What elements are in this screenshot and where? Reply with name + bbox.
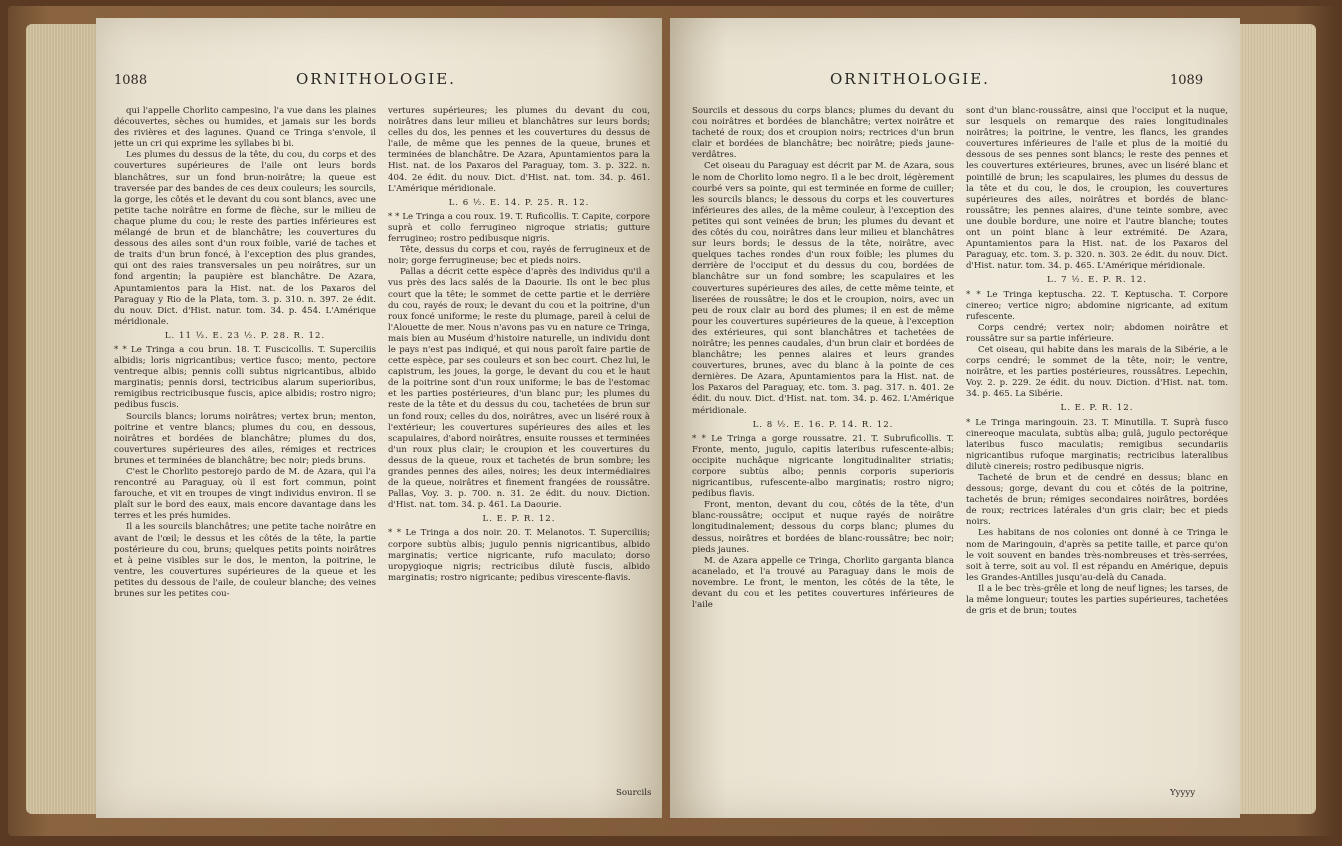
paragraph: Pallas a décrit cette espèce d'après des individus qu'il a vus près des lacs salés de la Daourie. Ils ont le bec plus court que la tête; le sommet de cette partie et le derrière du cou, rayés de roux; le devant du cou et la poitrine, d'un roux foncé uniforme; le reste du plumage, pareil à celui de l'Alouette de mer. Nous n'avons pas vu en nature ce Tringa, mais bien au Muséum d'histoire naturelle, un individu dont le pays n'est pas indiqué, et qui nous paroît faire partie de cette espèce, par ses couleurs et son bec court. Chez lui, le capistrum, les joues, la gorge, le devant du cou et le haut de la poitrine sont d'un roux uniforme; le bas de l'estomac et les parties postérieures, d'un blanc pur; les plumes du reste de la tête et du dessus du cou, tachetées de brun sur un fond roux; celles du dos, noirâtres, avec un liséré roux à l'extérieur; les couvertures supérieures des ailes et les scapulaires, d'abord noirâtres, ensuite rousses et terminées d'un roux plus clair; le croupion et les couvertures du dessus de la queue, roux et tachetés de brun sombre; les grandes pennes des ailes, noires; les deux intermédiaires de la queue, noirâtres et finement frangées de roussâtre. Pallas, Voy. 3. p. 700. n. 31. 2e édit. du nouv. Diction. d'Hist. nat. tom. 34. p. 461. La Daourie. [388,267,650,511]
measurement-line: L. 6 ½. E. 14. P. 25. R. 12. [448,197,590,208]
paragraph: Sourcils et dessous du corps blancs; plumes du devant du cou noirâtres et bordées de blanchâtre; vertex noirâtre et tacheté de roux; dos et croupion noirs; rectrices d'un brun clair et bordées de blanchâtre; bec noirâtre; pieds jaune-verdâtres. [692,106,954,161]
left-running-title: ORNITHOLOGIE. [296,70,456,88]
right-running-title: ORNITHOLOGIE. [830,70,990,88]
paragraph: M. de Azara appelle ce Tringa, Chorlito garganta blanca acanelado, et l'a trouvé au Paraguay dans le mois de novembre. Le front, le menton, les côtés de la tête, le devant du cou et les petites couvertures inférieures de l'aile [692,555,954,611]
paragraph: Il a le bec très-grêle et long de neuf lignes; les tarses, de la même longueur; toutes les parties supérieures, tachetées de gris et de brun; toutes [966,583,1228,617]
paragraph: Front, menton, devant du cou, côtés de la tête, d'un blanc-roussâtre; occiput et nuque rayés de noirâtre longitudinalement; dessous du corps blanc; plumes du dessus, noirâtres et bordées de blanc-roussâtre; bec noir; pieds jaunes. [692,500,954,555]
measurement-line: L. 7 ½. E. P. R. 12. [1046,275,1147,286]
left-column-2 [388,106,650,786]
left-page [96,18,662,818]
paragraph: Sourcils blancs; lorums noirâtres; vertex brun; menton, poitrine et ventre blancs; plumes du cou, en dessous, noirâtres et bordées de blanchâtre; plumes du dos, couvertures supérieures des ailes, rémiges et rectrices brunes et terminées de blanchâtre; bec noir; pieds bruns. [114,411,376,466]
left-column-1 [114,106,376,786]
species-entry-heading: * * Le Tringa a gorge roussatre. 21. T. Subruficollis. T. Fronte, mento, jugulo, capitis lateribus rufescente-albis; occipite nuchâque nigricante longitudinaliter striatis; corpore subtùs albo; pennis corporis superioris nigricantibus, rufescente-albo marginatis; rostro nigro; pedibus flavis. [692,433,954,500]
paragraph: C'est le Chorlito pestorejo pardo de M. de Azara, qui l'a rencontré au Paraguay, où il est fort commun, point farouche, et vit en troupes de vingt individus environ. Il se plaît sur le bord des eaux, mais encore davantage dans les terres et les prés humides. [114,467,376,522]
measurement-line: L. E. P. R. 12. [1060,403,1134,414]
paragraph: Il a les sourcils blanchâtres; une petite tache noirâtre en avant de l'œil; le dessus et les côtés de la tête, la partie postérieure du cou, bruns; quelques petits points noirâtres et à peine visibles sur le dos, le menton, la poitrine, le ventre, les couvertures supérieures de la queue et les petites du dessous de l'aile, de couleur blanche; des veines brunes sur les petites cou- [114,522,376,600]
measurement-line: L. E. P. R. 12. [482,514,556,525]
species-entry-heading: * Le Tringa maringouin. 23. T. Minutilla. T. Suprà fusco cinereoque maculata, subtùs alba; gulâ, jugulo pectoréque lateribus fusco maculatis; remigibus secundariis nigricantibus rufoque marginatis; rectricibus lateralibus dilutè cinereis; rostro pedibusque nigris. [966,417,1228,472]
paragraph: Tête, dessus du corps et cou, rayés de ferrugineux et de noir; gorge ferrugineuse; bec et pieds noirs. [388,245,650,267]
species-entry-heading: * * Le Tringa a cou roux. 19. T. Ruficollis. T. Capite, corpore suprà et collo ferrugineo nigroque striatis; gutture ferrugineo; rostro pedibusque nigris. [388,211,650,245]
paragraph: Corps cendré; vertex noir; abdomen noirâtre et roussâtre sur sa partie inférieure. [966,322,1228,344]
right-page [670,18,1240,818]
paragraph: vertures supérieures; les plumes du devant du cou, noirâtres dans leur milieu et blanchâtres sur leurs bords; celles du dos, les pennes et les couvertures du dessus de l'aile, de même que les pennes de la queue, brunes et terminées de blanchâtre. De Azara, Apuntamientos para la Hist. nat. de los Paxaros del Paraguay, tom. 3. p. 322. n. 404. 2e édit. du nouv. Dict. d'Hist. nat. tom. 34. p. 461. L'Amérique méridionale. [388,106,650,194]
species-entry-heading: * * Le Tringa a dos noir. 20. T. Melanotos. T. Superciliis; corpore subtùs albis; jugulo pennis nigricantibus, albido marginatis; vertice nigricante, rufo maculato; dorso uropygioque nigris; rectricibus dilutè fuscis, albido marginatis; rostro nigricante; pedibus virescente-flavis. [388,528,650,583]
paragraph: Tacheté de brun et de cendré en dessus; blanc en dessous; gorge, devant du cou et côtés de la poitrine, tachetés de brun; rémiges secondaires noirâtres, bordées de roux; rectrices latérales d'un gris clair; bec et pieds noirs. [966,473,1228,528]
measurement-line: L. 11 ⅓. E. 23 ½. P. 28. R. 12. [164,330,326,341]
measurement-line: L. 8 ½. E. 16. P. 14. R. 12. [752,419,894,430]
right-page-edges [1238,24,1316,814]
species-entry-heading: * * Le Tringa a cou brun. 18. T. Fuscicollis. T. Superciliis albidis; loris nigricantibus; vertice fusco; mento, pectore ventreque albis; pennis colli subtus nigricantibus, albido marginatis; pennis dorsi, tectricibus alarum superioribus, remigibus rectricibusque fuscis, apice albidis; rostro nigro; pedibus fuscis. [114,344,376,411]
paragraph: Cet oiseau du Paraguay est décrit par M. de Azara, sous le nom de Chorlito lomo negro. Il a le bec droit, légèrement courbé vers sa pointe, qui est terminée en forme de cuiller; les sourcils blancs; le dessous du corps et les couvertures inférieures des ailes, de la même couleur, à l'exception des petites qui sont veinées de brun; les plumes du devant et des côtés du cou, noirâtres dans leur milieu et blanchâtres sur leurs bords; le dessus de la tête, noirâtre, avec quelques taches rondes d'un roux foible; les plumes du derrière de l'occiput et du dessus du cou, bordées de blanchâtre sur un fond sombre; les scapulaires et les couvertures supérieures des ailes, de cette même teinte, et liserées de roussâtre; le dos et le croupion, noirs, avec un peu de roux clair au bord des plumes; il en est de même pour les couvertures supérieures de la queue, à l'exception des extérieures, qui sont blanchâtres et tachetées de noirâtre; les pennes caudales, d'un brun clair et bordées de blanchâtre; les pennes alaires et leurs grandes couvertures, brunes, avec du blanc à la pointe de ces dernières. De Azara, Apuntamientos para la Hist. nat. de los Paxaros del Paraguay, etc. tom. 3. pag. 317. n. 401. 2e édit. du nouv. Dict. d'Hist. nat. tom. 34. p. 462. L'Amérique méridionale. [692,161,954,416]
paragraph: qui l'appelle Chorlito campesino, l'a vue dans les plaines découvertes, sèches ou humides, et jamais sur les bords des rivières et des lagunes. Quand ce Tringa s'envole, il jette un cri qui exprime les syllabes bi bi. [114,106,376,150]
right-column-2 [966,106,1228,786]
paragraph: Les plumes du dessus de la tête, du cou, du corps et des couvertures supérieures de l'aile ont leurs bords blanchâtres, sur un fond brun-noirâtre; la queue est traversée par des bandes de ces deux couleurs; les sourcils, la gorge, les côtés et le devant du cou sont blancs, avec une petite tache noirâtre en forme de flèche, sur le milieu de chaque plume du cou; le reste des parties inférieures est mélangé de brun et de blanchâtre; les couvertures du dessous des ailes sont d'un roux foible, varié de taches et de traits d'un brun foncé, à l'exception des plus grandes, qui ont des raies transversales un peu noirâtres, sur un fond argentin; la paupière est blanchâtre. De Azara, Apuntamientos para la Hist. nat. de los Paxaros del Paraguay y Rio de la Plata, tom. 3. p. 310. n. 397. 2e édit. du nouv. Dict. d'Hist. natur. tom. 34. p. 454. L'Amérique méridionale. [114,150,376,327]
right-column-1 [692,106,954,786]
right-catchword: Yyyyy [1170,788,1196,798]
paragraph: sont d'un blanc-roussâtre, ainsi que l'occiput et la nuque, sur lesquels on remarque des raies longitudinales noirâtres; la poitrine, le ventre, les flancs, les grandes couvertures inférieures de l'aile et plus de la moitié du dessous de ses pennes sont blancs; le reste des pennes et les couvertures extérieures, brunes, avec un liséré blanc et pointillé de brun; les scapulaires, les plumes du dessus de la tête et du cou, le dos, le croupion, les couvertures supérieures des ailes, noirâtres et bordés de blanc-roussâtre; les pennes alaires, d'une teinte sombre, avec une double bordure, une noire et l'autre blanche; toutes ont un point blanc à leur extrémité. De Azara, Apuntamientos para la Hist. nat. de los Paxaros del Paraguay, etc. tom. 3. p. 320. n. 303. 2e édit. du nouv. Dict. d'Hist. natur. tom. 34. p. 465. L'Amérique méridionale. [966,106,1228,272]
paragraph: Les habitans de nos colonies ont donné à ce Tringa le nom de Maringouin, d'après sa petite taille, et parce qu'on le voit souvent en bandes très-nombreuses et très-serrées, soit à terre, soit au vol. Il est répandu en Amérique, depuis les Grandes-Antilles jusqu'au-delà du Canada. [966,528,1228,583]
right-folio: 1089 [1170,73,1204,88]
left-page-edges [26,24,98,814]
paragraph: Cet oiseau, qui habite dans les marais de la Sibérie, a le corps cendré; le sommet de la tête, noir; le ventre, noirâtre, et les parties postérieures, roussâtres. Lepechin, Voy. 2. p. 229. 2e édit. du nouv. Diction. d'Hist. nat. tom. 34. p. 465. La Sibérie. [966,344,1228,400]
left-catchword: Sourcils [616,788,652,798]
left-folio: 1088 [114,73,148,88]
species-entry-heading: * * Le Tringa keptuscha. 22. T. Keptuscha. T. Corpore cinereo; vertice nigro; abdomine nigricante, ad exitum rufescente. [966,289,1228,322]
